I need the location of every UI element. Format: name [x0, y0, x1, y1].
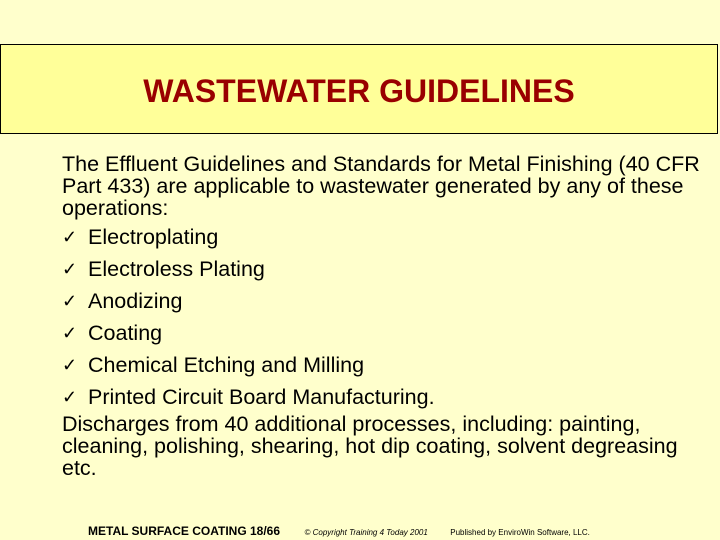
publisher-text: Published by EnviroWin Software, LLC. [450, 528, 590, 537]
footer [88, 522, 590, 540]
list-item [62, 221, 702, 253]
operation-label: Electroless Plating [88, 257, 265, 281]
slide-title: WASTEWATER GUIDELINES [143, 72, 575, 109]
title-box [0, 44, 718, 134]
course-label: METAL SURFACE COATING 18/66 [88, 524, 281, 538]
checkmark-icon: ✓ [62, 227, 78, 247]
checkmark-icon: ✓ [62, 323, 78, 343]
checkmark-icon: ✓ [62, 291, 78, 311]
checkmark-icon: ✓ [62, 387, 78, 407]
list-item [62, 317, 702, 349]
operations-list [62, 221, 702, 413]
copyright-text: © Copyright Training 4 Today 2001 [304, 528, 428, 537]
list-item [62, 381, 702, 413]
slide-content [62, 153, 702, 479]
operation-label: Chemical Etching and Milling [88, 353, 365, 377]
list-item [62, 349, 702, 381]
operation-label: Printed Circuit Board Manufacturing. [88, 385, 435, 409]
operation-label: Electroplating [88, 225, 219, 249]
checkmark-icon: ✓ [62, 259, 78, 279]
operation-label: Anodizing [88, 289, 183, 313]
checkmark-icon: ✓ [62, 355, 78, 375]
list-item [62, 285, 702, 317]
outro-text: Discharges from 40 additional processes, including: painting, cleaning, polishing, shearing, hot dip coating, solvent degreasing etc. [62, 412, 678, 480]
list-item [62, 253, 702, 285]
operation-label: Coating [88, 321, 163, 345]
intro-text: The Effluent Guidelines and Standards for Metal Finishing (40 CFR Part 433) are applicable to wastewater generated by any of these operations: [62, 152, 700, 220]
